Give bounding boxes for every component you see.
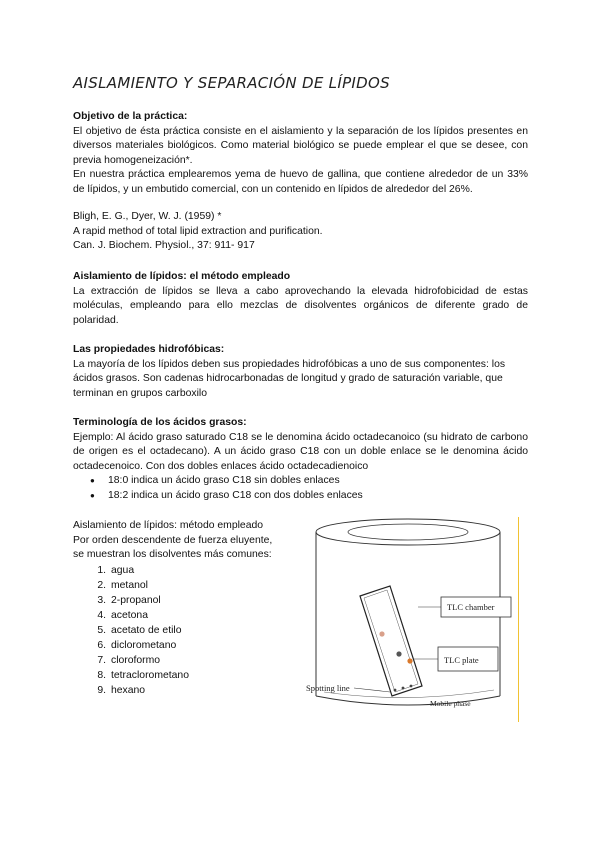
chamber-top-inner <box>348 524 468 540</box>
list-item: 4. acetona <box>97 609 148 621</box>
reference-journal: Can. J. Biochem. Physiol., 37: 911- 917 <box>73 240 255 252</box>
reference-authors: Bligh, E. G., Dyer, W. J. (1959) * <box>73 211 222 222</box>
propiedades-paragraph: La mayoría de los lípidos deben sus propiedades hidrofóbicas a uno de sus componentes: los ácidos grasos. Son cadenas hidrocarbonadas de longitud y grado de saturación variable, que terminan en grupos carboxilo <box>73 358 506 399</box>
spot-pink <box>379 631 384 636</box>
terminologia-paragraph: Ejemplo: Al ácido graso saturado C18 se le denomina ácido octadecanoico (su hidrato de carbono de origen es el octadecano). A un ácido graso C18 con un doble enlace se le denomina ácido octadecenoico. Con dos dobles enlaces ácido octadecadienoico <box>73 431 528 472</box>
chamber-label: TLC chamber <box>447 602 495 612</box>
list-item: 7. cloroformo <box>97 654 161 666</box>
list-item: 3. 2-propanol <box>97 594 161 606</box>
solvent-list <box>73 563 303 698</box>
origin-spot <box>402 687 405 690</box>
spot-orange <box>407 658 412 663</box>
reference-title: A rapid method of total lipid extraction and purification. <box>73 225 323 237</box>
spot-gray <box>396 651 401 656</box>
spotting-line-label: Spotting line <box>306 683 350 693</box>
list-item: 6. diclorometano <box>97 639 177 651</box>
spotting-line-pointer <box>354 688 390 692</box>
propiedades-section <box>73 343 528 401</box>
plate-label: TLC plate <box>444 655 479 665</box>
terminologia-bullets <box>73 474 528 503</box>
tlc-chamber-diagram <box>298 514 520 722</box>
metodo-heading: Aislamiento de lípidos: el método empleado <box>73 271 291 282</box>
disolventes-line-2: Por orden descendente de fuerza eluyente, <box>73 534 273 546</box>
terminologia-heading: Terminología de los ácidos grasos: <box>73 417 247 428</box>
disolventes-section <box>73 519 303 698</box>
mobile-phase-label: Mobile phase <box>430 699 471 708</box>
objetivo-paragraph-2: En nuestra práctica emplearemos yema de huevo de gallina, que contiene alrededor de un 33% de lípidos, y un embutido comercial, con un contenido en lípidos de alrededor del 26%. <box>73 169 528 195</box>
list-item: 8. tetraclorometano <box>97 669 189 681</box>
disolventes-line-1: Aislamiento de lípidos: método empleado <box>73 520 264 531</box>
metodo-paragraph: La extracción de lípidos se lleva a cabo aprovechando la elevada hidrofobicidad de estas moléculas, empleando para ello mezclas de disolventes orgánicos de diferente grado de polaridad. <box>73 285 528 326</box>
terminologia-section <box>73 416 528 504</box>
metodo-section <box>73 270 528 328</box>
origin-spot <box>394 689 397 692</box>
origin-spot <box>410 685 413 688</box>
list-item: 5. acetato de etilo <box>97 624 182 636</box>
list-item: ● 18:2 indica un ácido graso C18 con dos dobles enlaces <box>73 489 528 504</box>
reference-block <box>73 210 528 254</box>
objetivo-section <box>73 110 528 198</box>
chamber-top-outer <box>316 519 500 545</box>
list-item: 2. metanol <box>97 579 148 591</box>
objetivo-heading: Objetivo de la práctica: <box>73 111 188 122</box>
objetivo-paragraph-1: El objetivo de ésta práctica consiste en el aislamiento y la separación de los lípidos presentes en diversos materiales biológicos. Como material biológico se puede emplear el que se desee, con previa homogeneización*. <box>73 125 528 166</box>
list-item: 9. hexano <box>97 684 146 696</box>
propiedades-heading: Las propiedades hidrofóbicas: <box>73 344 225 355</box>
disolventes-line-3: se muestran los disolventes más comunes: <box>73 549 272 561</box>
list-item: ● 18:0 indica un ácido graso C18 sin dobles enlaces <box>73 474 528 489</box>
list-item: 1. agua <box>97 564 135 576</box>
page-title: AISLAMIENTO Y SEPARACIÓN DE LÍPIDOS <box>73 74 390 92</box>
